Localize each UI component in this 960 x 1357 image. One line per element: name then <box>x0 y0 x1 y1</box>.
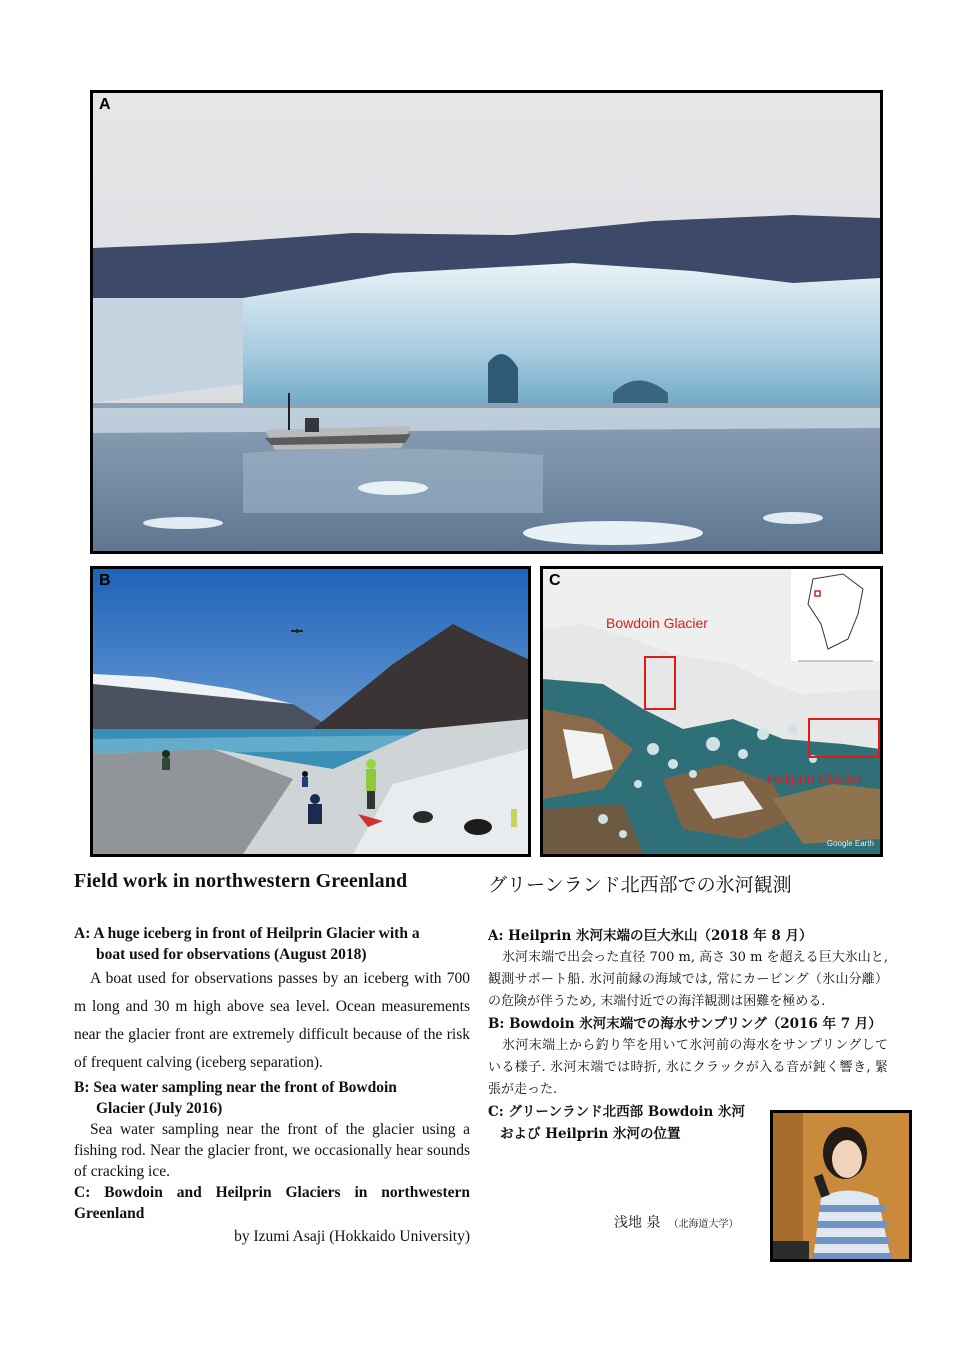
heilprin-glacier-label: Heilprin Glacier <box>767 771 863 787</box>
panel-letter-a: A <box>99 96 111 113</box>
japanese-title: グリーンランド北西部での氷河観測 <box>488 874 792 896</box>
japanese-caption-a-heading: A: Heilprin 氷河末端の巨大氷山（2018 年 8 月） <box>488 928 813 944</box>
bowdoin-glacier-label: Bowdoin Glacier <box>606 615 708 631</box>
english-caption-c-heading: C: Bowdoin and Heilprin Glaciers in northwestern Greenland <box>74 1184 470 1222</box>
satellite-map-image <box>543 569 880 854</box>
english-caption-a-heading-line2: boat used for observations (August 2018) <box>96 946 367 963</box>
map-credit: Google Earth <box>826 839 874 848</box>
japanese-author-affiliation: （北海道大学） <box>668 1219 739 1230</box>
japanese-caption-a-text: 氷河末端で出会った直径 700 m, 高さ 30 m を超える巨大氷山と, 観測サポート船. 氷河前縁の海域では, 常にカービング（氷山分離）の危険が伴うため, 末端付近での海洋観測は困難を極める. <box>488 950 888 1009</box>
english-caption-b-text: Sea water sampling near the front of the glacier using a fishing rod. Near the glacier front, we occasionally hear sounds of cracking ice. <box>74 1121 470 1180</box>
iceberg-image <box>93 93 880 551</box>
japanese-author <box>614 1212 738 1232</box>
photo-water-sampling-bowdoin <box>90 566 531 857</box>
japanese-caption-c-heading-line2: および Heilprin 氷河の位置 <box>500 1126 681 1142</box>
japanese-column <box>488 866 888 1145</box>
english-title: Field work in northwestern Greenland <box>74 870 408 892</box>
english-body <box>74 923 470 1247</box>
sampling-image <box>93 569 528 854</box>
english-caption-a-text: A boat used for observations passes by an iceberg with 700 m long and 30 m high above sea level. Ocean measurements near the glacier front are extremely difficult because of the risk of frequent calving (iceberg separation). <box>74 970 470 1071</box>
japanese-author-name: 浅地 泉 <box>614 1215 661 1231</box>
english-caption-b-heading-line1: B: Sea water sampling near the front of Bowdoin <box>74 1079 397 1096</box>
photo-iceberg-heilprin <box>90 90 883 554</box>
author-portrait-image <box>773 1113 909 1259</box>
japanese-caption-b-text: 氷河末端上から釣り竿を用いて氷河前の海水をサンプリングしている様子. 氷河末端では時折, 氷にクラックが入る音が鈍く響き, 緊張が走った. <box>488 1038 888 1097</box>
japanese-caption-b-heading: B: Bowdoin 氷河末端での海水サンプリング（2016 年 7 月） <box>488 1016 882 1032</box>
panel-letter-c: C <box>549 572 561 589</box>
english-caption-a-heading <box>74 923 470 965</box>
english-byline: by Izumi Asaji (Hokkaido University) <box>234 1228 470 1245</box>
author-portrait-photo <box>770 1110 912 1262</box>
english-caption-b-heading <box>74 1077 470 1119</box>
english-column <box>74 866 470 1247</box>
map-glacier-locations <box>540 566 883 857</box>
english-caption-b-heading-line2: Glacier (July 2016) <box>96 1100 223 1117</box>
japanese-caption-c-heading-line1: C: グリーンランド北西部 Bowdoin 氷河 <box>488 1104 745 1120</box>
panel-letter-b: B <box>99 572 111 589</box>
english-caption-a-heading-line1: A: A huge iceberg in front of Heilprin Glacier with a <box>74 925 420 942</box>
